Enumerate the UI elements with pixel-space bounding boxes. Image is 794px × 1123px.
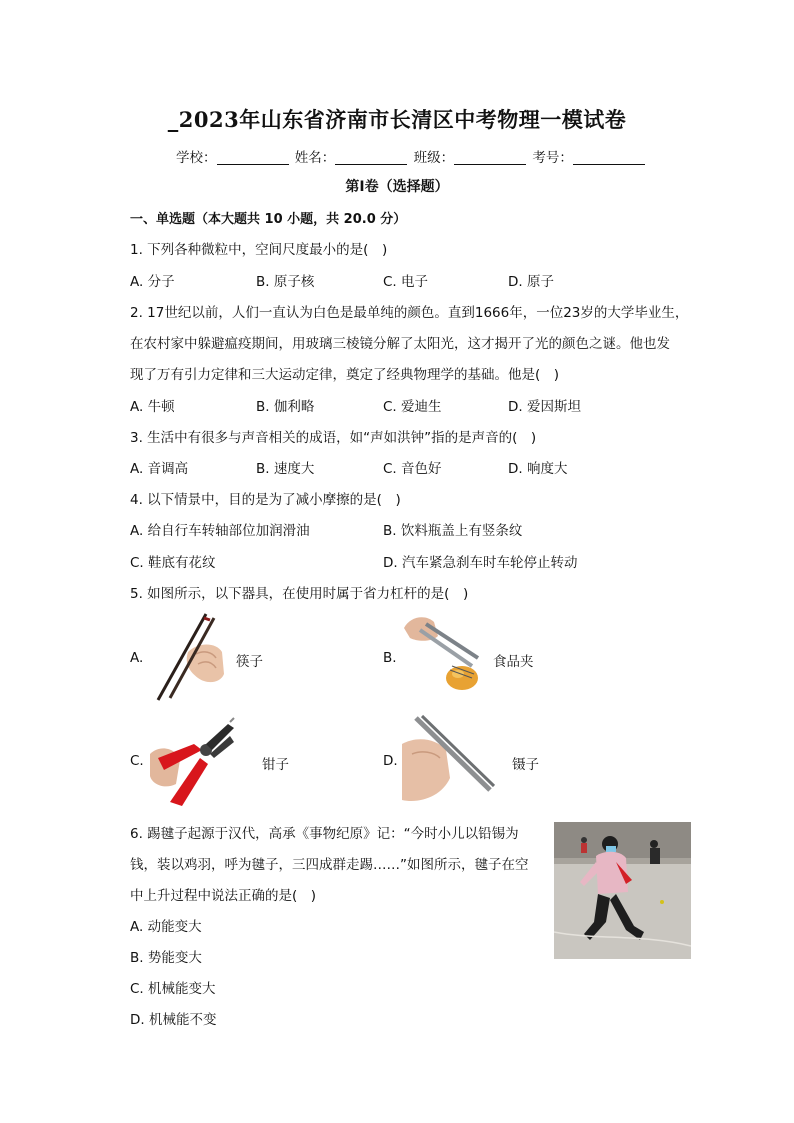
- q1-option-d: D. 原子: [508, 274, 554, 290]
- q5-caption-d: 镊子: [512, 757, 539, 773]
- q4-option-a: A. 给自行车转轴部位加润滑油: [130, 523, 310, 539]
- volume-title: 第Ⅰ卷（选择题）: [345, 179, 449, 195]
- question-2-stem-line1: 2. 17世纪以前，人们一直认为白色是最单纯的颜色。直到1666年，一位23岁的大学毕业生，: [130, 305, 689, 321]
- q2-option-c: C. 爱迪生: [383, 399, 442, 415]
- school-label: 学校：: [176, 150, 217, 166]
- q3-option-b: B. 速度大: [256, 461, 315, 477]
- question-6-stem-line2: 钱，装以鸡羽，呼为毽子，三四成群走踢……”如图所示，毽子在空: [130, 857, 529, 873]
- q6-option-a: A. 动能变大: [130, 919, 202, 935]
- pliers-image: [150, 714, 236, 806]
- class-blank: [454, 150, 526, 165]
- q1-option-b: B. 原子核: [256, 274, 315, 290]
- q5-option-b: B.: [383, 650, 397, 666]
- question-2-stem-line2: 在农村家中躲避瘟疫期间，用玻璃三棱镜分解了太阳光，这才揭开了光的颜色之谜。他也发: [130, 336, 670, 352]
- question-6-stem-line1: 6. 踢毽子起源于汉代，高承《事物纪原》记：“今时小儿以铅锡为: [130, 826, 519, 842]
- question-2-stem-line3: 现了万有引力定律和三大运动定律，奠定了经典物理学的基础。他是( ): [130, 367, 560, 383]
- student-info-line: [176, 146, 647, 166]
- question-3-stem: 3. 生活中有很多与声音相关的成语，如“声如洪钟”指的是声音的( ): [130, 430, 537, 446]
- q5-caption-a: 筷子: [236, 654, 263, 670]
- question-4-stem: 4. 以下情景中，目的是为了减小摩擦的是( ): [130, 492, 401, 508]
- question-5-stem: 5. 如图所示，以下器具，在使用时属于省力杠杆的是( ): [130, 586, 469, 602]
- q4-option-d: D. 汽车紧急刹车时车轮停止转动: [383, 555, 578, 571]
- q5-option-c: C.: [130, 753, 144, 769]
- question-1-stem: 1. 下列各种微粒中，空间尺度最小的是( ): [130, 242, 388, 258]
- tweezers-hand-image: [402, 714, 496, 806]
- q1-option-a: A. 分子: [130, 274, 175, 290]
- id-blank: [573, 150, 645, 165]
- q3-option-d: D. 响度大: [508, 461, 568, 477]
- q5-option-d: D.: [383, 753, 398, 769]
- class-label: 班级：: [413, 150, 455, 166]
- page-title: _2023年山东省济南市长清区中考物理一模试卷: [167, 107, 627, 132]
- q2-option-a: A. 牛顿: [130, 399, 175, 415]
- q4-option-b: B. 饮料瓶盖上有竖条纹: [383, 523, 523, 539]
- q4-option-c: C. 鞋底有花纹: [130, 555, 216, 571]
- name-label: 姓名：: [294, 150, 336, 166]
- q5-caption-c: 钳子: [262, 757, 289, 773]
- question-6-stem-line3: 中上升过程中说法正确的是( ): [130, 888, 317, 904]
- q2-option-b: B. 伽利略: [256, 399, 315, 415]
- food-tongs-egg-image: [402, 612, 484, 698]
- q2-option-d: D. 爱因斯坦: [508, 399, 581, 415]
- q6-option-b: B. 势能变大: [130, 950, 202, 966]
- section-title: 一、单选题（本大题共 10 小题，共 20.0 分）: [130, 212, 407, 227]
- q1-option-c: C. 电子: [383, 274, 429, 290]
- name-blank: [335, 150, 407, 165]
- q6-option-c: C. 机械能变大: [130, 981, 216, 997]
- q5-caption-b: 食品夹: [493, 654, 534, 670]
- q3-option-c: C. 音色好: [383, 461, 442, 477]
- school-blank: [217, 150, 289, 165]
- chopsticks-hand-image: [150, 612, 226, 704]
- id-label: 考号：: [532, 150, 573, 166]
- q3-option-a: A. 音调高: [130, 461, 189, 477]
- q5-option-a: A.: [130, 650, 144, 666]
- shuttlecock-kicking-photo: [554, 822, 691, 959]
- q6-option-d: D. 机械能不变: [130, 1012, 217, 1028]
